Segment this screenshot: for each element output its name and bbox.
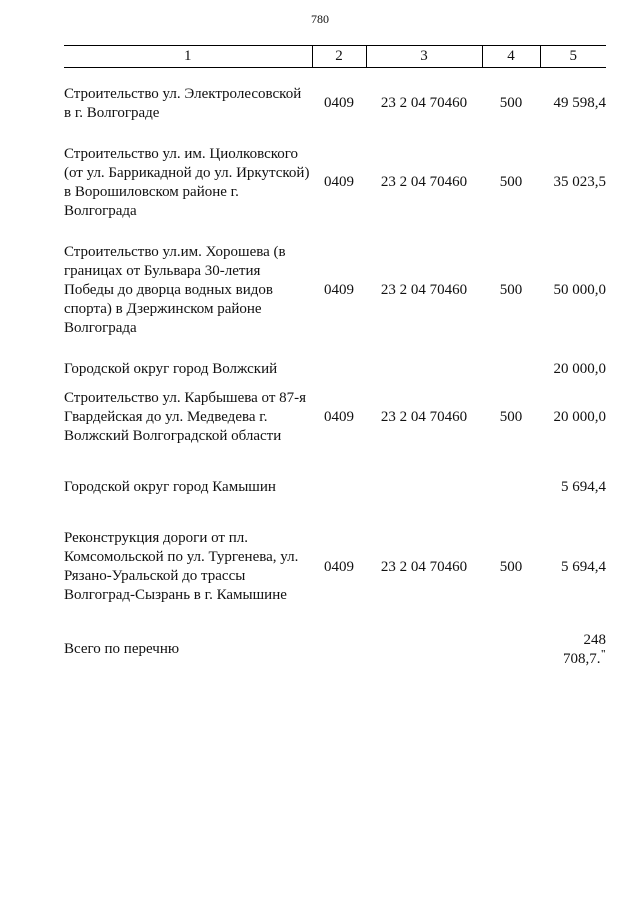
target-article: 23 2 04 70460 — [380, 281, 468, 298]
expense-type: 500 — [499, 409, 523, 425]
column-header-5: 5 — [540, 46, 606, 68]
object-name: Строительство ул. Электролесовской в г. Волгограде — [64, 85, 302, 121]
spacer-row — [64, 615, 606, 632]
object-name: Строительство ул.им. Хорошева (в границах от Бульвара 30-летия Победы до дворца водных видов спорта) в Дзержинском районе Волгограда — [64, 243, 286, 336]
amount: 5 694,4 — [561, 558, 606, 575]
column-header-3: 3 — [366, 46, 482, 68]
spacer-row — [64, 338, 606, 360]
object-name: Строительство ул. им. Циолковского (от ул. Баррикадной до ул. Иркутской) в Ворошиловском районе г. Волгограда — [64, 145, 310, 219]
expense-type: 500 — [499, 281, 523, 298]
section-code: 0409 — [324, 95, 354, 111]
group-title-kamyshin: Городской округ город Камышин — [64, 479, 276, 495]
table-row — [64, 380, 606, 456]
total-label: Всего по перечню — [64, 641, 180, 657]
column-header-2: 2 — [312, 46, 366, 68]
total-row — [64, 632, 606, 668]
table-row — [64, 243, 606, 338]
target-article: 23 2 04 70460 — [380, 558, 468, 575]
appropriations-table — [64, 45, 606, 668]
expense-type: 500 — [499, 558, 523, 575]
table-row — [64, 145, 606, 221]
target-article: 23 2 04 70460 — [380, 174, 468, 190]
section-code: 0409 — [324, 281, 354, 298]
table-row — [64, 520, 606, 615]
spacer-row — [64, 68, 606, 85]
amount: 49 598,4 — [553, 95, 606, 111]
table-header-row — [64, 46, 606, 68]
object-name: Реконструкция дороги от пл. Комсомольской по ул. Тургенева, ул. Рязано-Уральской до трассы Волгоград-Сызрань в г. Камышине — [64, 530, 299, 603]
spacer-row — [64, 123, 606, 145]
object-name: Строительство ул. Карбышева от 87-я Гвардейская до ул. Медведева г. Волжский Волгоградской области — [64, 390, 307, 444]
section-code: 0409 — [324, 409, 354, 425]
section-code: 0409 — [324, 558, 354, 575]
amount: 50 000,0 — [553, 281, 606, 298]
page-number: 780 — [311, 12, 329, 26]
amount: 35 023,5 — [553, 174, 606, 190]
expense-type: 500 — [499, 95, 523, 111]
section-code: 0409 — [324, 174, 354, 190]
amount: 20 000,0 — [553, 409, 606, 425]
spacer-row — [64, 221, 606, 243]
target-article: 23 2 04 70460 — [380, 409, 468, 425]
column-header-1: 1 — [64, 46, 312, 68]
total-amount — [540, 632, 606, 668]
group-total-kamyshin: 5 694,4 — [561, 479, 606, 495]
target-article: 23 2 04 70460 — [380, 95, 468, 111]
group-title-volzhsky: Городской округ город Волжский — [64, 361, 278, 377]
group-total-volzhsky: 20 000,0 — [553, 361, 606, 377]
spacer-row — [64, 456, 606, 478]
group-header-row — [64, 360, 606, 380]
total-amount-value: 248 708,7. — [562, 631, 606, 667]
group-header-row — [64, 478, 606, 498]
closing-quote-mark: " — [600, 648, 606, 660]
table-row — [64, 85, 606, 123]
column-header-4: 4 — [482, 46, 540, 68]
spacer-row — [64, 498, 606, 520]
expense-type: 500 — [499, 174, 523, 190]
